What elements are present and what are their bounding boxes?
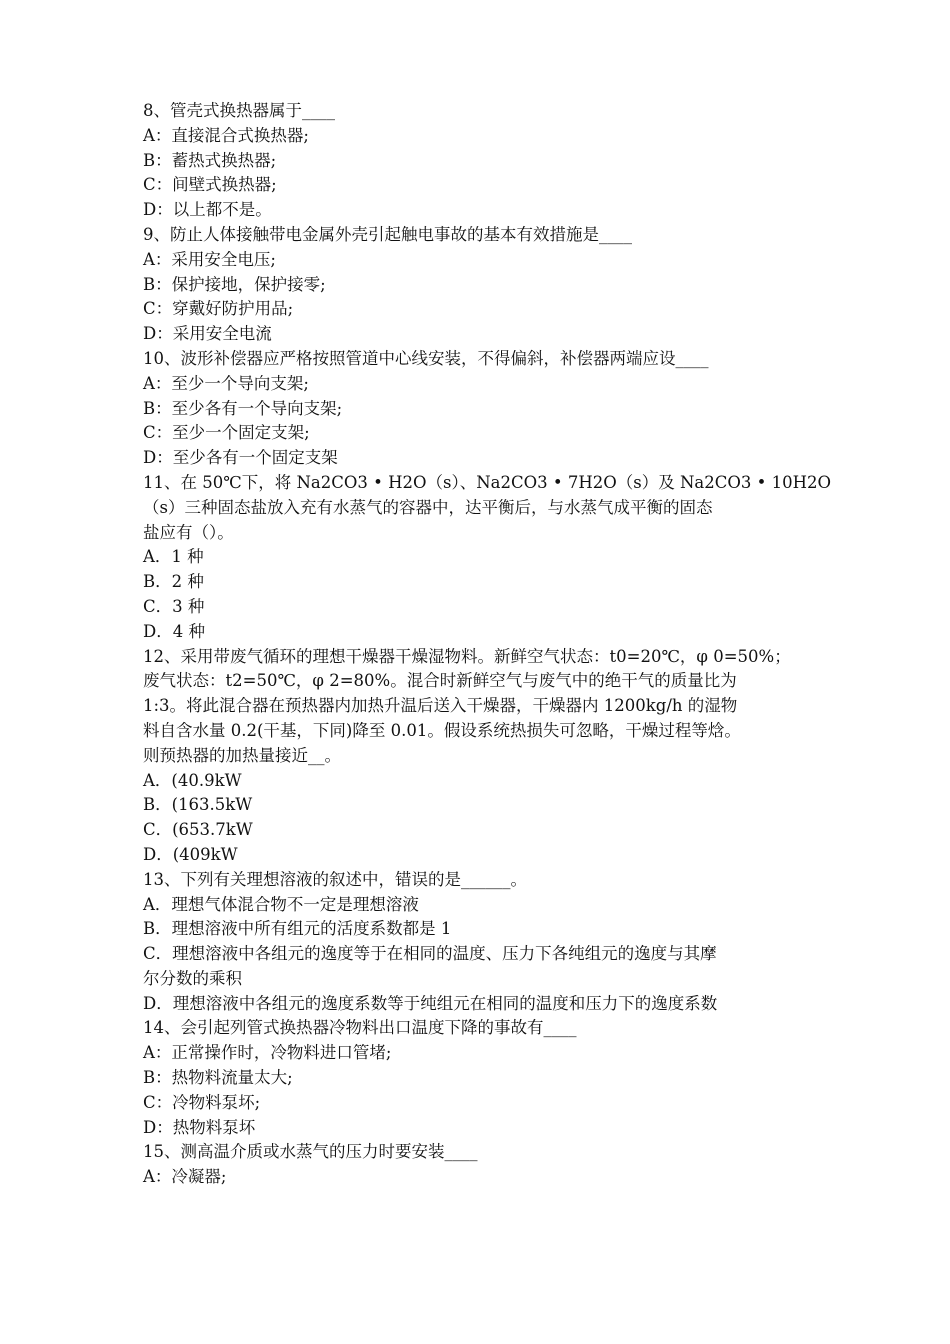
option-d: D：至少各有一个固定支架 (143, 448, 338, 468)
option-a: A：直接混合式换热器; (143, 125, 309, 145)
question-13 (143, 868, 815, 1017)
option-c: C．(653.7kW (143, 820, 253, 840)
option-a: A：至少一个导向支架; (143, 373, 309, 393)
option-c: C．3 种 (143, 596, 205, 616)
option-c: C：冷物料泵坏; (143, 1092, 261, 1112)
question-stem: 13、下列有关理想溶液的叙述中，错误的是______。 (143, 869, 527, 889)
question-stem: 15、测高温介质或水蒸气的压力时要安装____ (143, 1142, 478, 1162)
option-d: D．理想溶液中各组元的逸度系数等于纯组元在相同的温度和压力下的逸度系数 (143, 993, 718, 1013)
option-d: D：热物料泵坏 (143, 1117, 256, 1137)
question-11 (143, 471, 832, 645)
question-stem: 10、波形补偿器应严格按照管道中心线安装，不得偏斜，补偿器两端应设____ (143, 348, 709, 368)
option-d: D：以上都不是。 (143, 200, 272, 220)
question-stem-line-4: 料自含水量 0.2(干基，下同)降至 0.01。假设系统热损失可忽略，干燥过程等焓。 (143, 720, 741, 740)
option-c: C：至少一个固定支架; (143, 423, 310, 443)
option-a: A：冷凝器; (143, 1167, 227, 1187)
option-c: C：间壁式换热器; (143, 175, 277, 195)
question-stem-line-2: （s）三种固态盐放入充有水蒸气的容器中，达平衡后，与水蒸气成平衡的固态 (143, 497, 713, 517)
question-stem-line-1: 12、采用带废气循环的理想干燥器干燥湿物料。新鲜空气状态：t0=20℃，φ 0=50%； (143, 646, 791, 666)
option-b: B：热物料流量太大; (143, 1068, 293, 1088)
question-stem: 9、防止人体接触带电金属外壳引起触电事故的基本有效措施是____ (143, 224, 632, 244)
option-a: A．1 种 (143, 547, 204, 567)
question-stem-line-3: 1:3。将此混合器在预热器内加热升温后送入干燥器，干燥器内 1200kg/h 的湿物 (143, 696, 738, 716)
question-stem-line-5: 则预热器的加热量接近__。 (143, 745, 341, 765)
option-d: D．4 种 (143, 621, 205, 641)
option-a: A：采用安全电压; (143, 249, 276, 269)
option-a: A．理想气体混合物不一定是理想溶液 (143, 894, 419, 914)
option-c-line-2: 尔分数的乘积 (143, 968, 242, 988)
question-stem-line-2: 废气状态：t2=50℃，φ 2=80%。混合时新鲜空气与废气中的绝干气的质量比为 (143, 671, 737, 691)
question-stem: 14、会引起列管式换热器冷物料出口温度下降的事故有____ (143, 1018, 577, 1038)
question-stem-line-1: 11、在 50℃下，将 Na2CO3 • H2O（s）、Na2CO3 • 7H2O（s）及 Na2CO3 • 10H2O (143, 472, 832, 492)
option-d: D：采用安全电流 (143, 324, 272, 344)
option-b: B：蓄热式换热器; (143, 150, 277, 170)
option-b: B．2 种 (143, 572, 204, 592)
question-9 (143, 223, 815, 347)
question-14 (143, 1016, 815, 1140)
question-10 (143, 347, 815, 471)
option-a: A．(40.9kW (143, 770, 242, 790)
question-stem: 8、管壳式换热器属于____ (143, 101, 335, 120)
question-15 (143, 1140, 815, 1190)
option-d: D．(409kW (143, 844, 238, 864)
option-b: B．(163.5kW (143, 795, 253, 815)
option-c-line-1: C．理想溶液中各组元的逸度等于在相同的温度、压力下各纯组元的逸度与其摩 (143, 944, 717, 964)
option-c: C：穿戴好防护用品; (143, 299, 294, 319)
option-a: A：正常操作时，冷物料进口管堵; (143, 1043, 392, 1063)
option-b: B．理想溶液中所有组元的活度系数都是 1 (143, 919, 452, 939)
question-stem-line-3: 盐应有（）。 (143, 522, 234, 542)
option-b: B：保护接地，保护接零; (143, 274, 326, 294)
option-b: B：至少各有一个导向支架; (143, 398, 343, 418)
document-page (143, 99, 832, 1190)
question-12 (143, 645, 815, 868)
question-8 (143, 99, 815, 223)
